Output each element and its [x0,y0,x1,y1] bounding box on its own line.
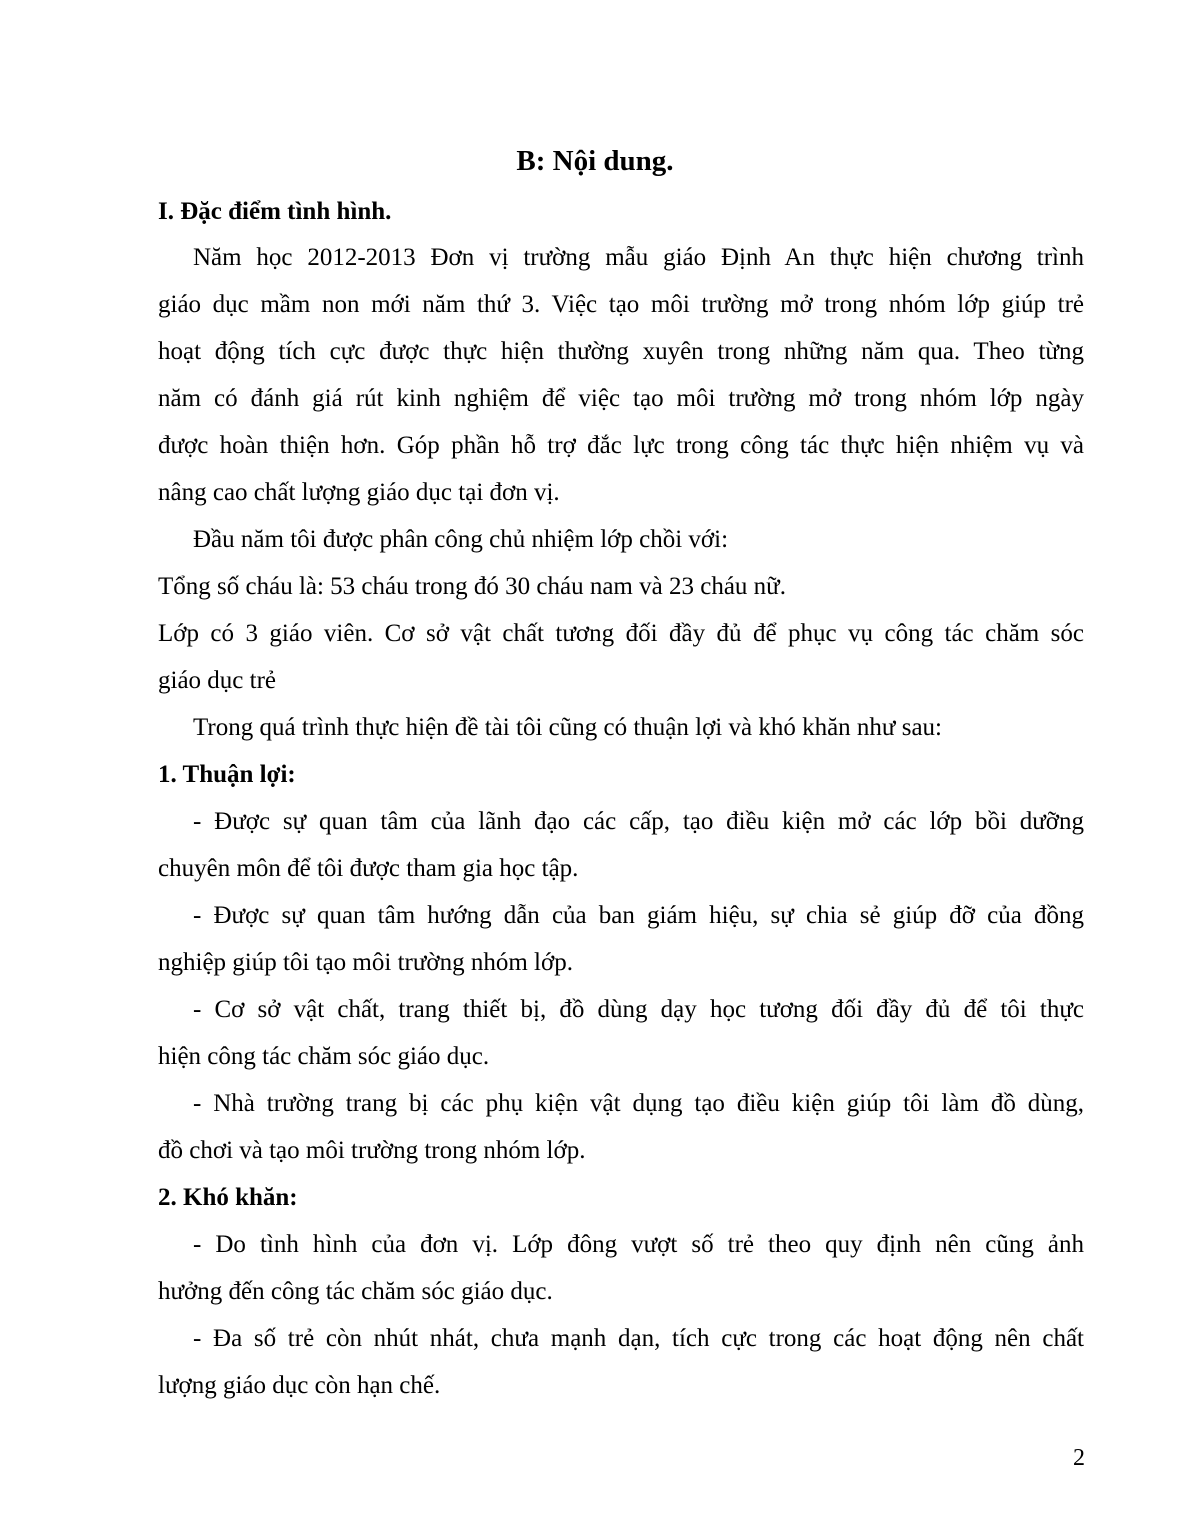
advantage-item-4-line-1: - Nhà trường trang bị các phụ kiện vật dụng tạo điều kiện giúp tôi làm đồ dùng, [193,1090,1084,1117]
intro-line-2: giáo dục mầm non mới năm thứ 3. Việc tạo môi trường mở trong nhóm lớp giúp trẻ [158,291,1084,318]
difficulty-item-2-line-1: - Đa số trẻ còn nhút nhát, chưa mạnh dạn, tích cực trong các hoạt động nên chất [193,1325,1084,1352]
advantage-item-3-line-2: hiện công tác chăm sóc giáo dục. [158,1043,490,1070]
intro-line-6: nâng cao chất lượng giáo dục tại đơn vị. [158,479,560,506]
intro-line-3: hoạt động tích cực được thực hiện thường xuyên trong những năm qua. Theo từng [158,338,1084,365]
advantage-item-2-line-2: nghiệp giúp tôi tạo môi trường nhóm lớp. [158,949,573,976]
assignment-line: Đầu năm tôi được phân công chủ nhiệm lớp chồi với: [193,526,729,553]
advantage-item-1-line-1: - Được sự quan tâm của lãnh đạo các cấp, tạo điều kiện mở các lớp bồi dưỡng [193,808,1084,835]
difficulties-heading: 2. Khó khăn: [158,1184,298,1211]
intro-line-1: Năm học 2012-2013 Đơn vị trường mẫu giáo Định An thực hiện chương trình [193,244,1084,271]
section-heading: I. Đặc điểm tình hình. [158,198,392,225]
advantages-heading: 1. Thuận lợi: [158,761,296,788]
difficulty-item-2-line-2: lượng giáo dục còn hạn chế. [158,1372,441,1399]
difficulty-item-1-line-1: - Do tình hình của đơn vị. Lớp đông vượt số trẻ theo quy định nên cũng ảnh [193,1231,1084,1258]
advantage-item-2-line-1: - Được sự quan tâm hướng dẫn của ban giám hiệu, sự chia sẻ giúp đỡ của đồng [193,902,1084,929]
advantage-item-1-line-2: chuyên môn để tôi được tham gia học tập. [158,855,579,882]
students-line: Tổng số cháu là: 53 cháu trong đó 30 cháu nam và 23 cháu nữ. [158,573,786,600]
document-title: B: Nội dung. [516,145,674,177]
intro-line-4: năm có đánh giá rút kinh nghiệm để việc tạo môi trường mở trong nhóm lớp ngày [158,385,1084,412]
page-number: 2 [1073,1445,1085,1471]
advantage-item-3-line-1: - Cơ sở vật chất, trang thiết bị, đồ dùng dạy học tương đối đầy đủ để tôi thực [193,996,1084,1023]
difficulty-item-1-line-2: hưởng đến công tác chăm sóc giáo dục. [158,1278,553,1305]
process-line: Trong quá trình thực hiện đề tài tôi cũng có thuận lợi và khó khăn như sau: [193,714,942,741]
intro-line-5: được hoàn thiện hơn. Góp phần hỗ trợ đắc lực trong công tác thực hiện nhiệm vụ và [158,432,1084,459]
advantage-item-4-line-2: đồ chơi và tạo môi trường trong nhóm lớp. [158,1137,586,1164]
class-line-1: Lớp có 3 giáo viên. Cơ sở vật chất tương đối đầy đủ để phục vụ công tác chăm sóc [158,620,1084,647]
class-line-2: giáo dục trẻ [158,667,277,694]
